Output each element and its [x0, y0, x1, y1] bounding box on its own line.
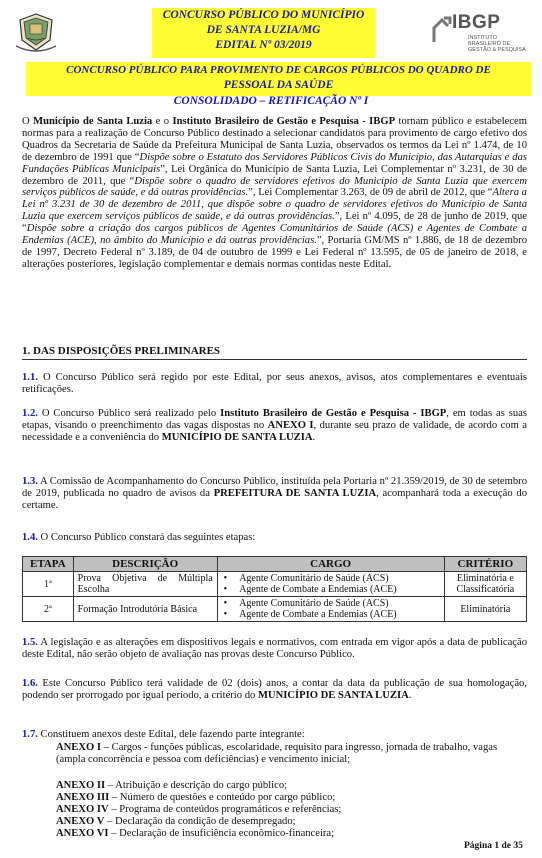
annex-item: ANEXO IV – Programa de conteúdos programáticos e referências;: [56, 804, 342, 815]
table-row: [23, 597, 527, 622]
cargo-cell: [217, 572, 444, 597]
cargo-cell: [217, 597, 444, 622]
annex-item: ANEXO III – Número de questões e conteúdo por cargo público;: [56, 792, 336, 803]
santa-luzia-crest-logo: [14, 10, 58, 54]
cargo-item: • Agente de Combate a Endemias (ACE): [222, 584, 440, 595]
title-line-1: CONCURSO PÚBLICO PARA PROVIMENTO DE CARGOS PÚBLICOS DO QUADRO DE: [66, 64, 491, 76]
item-1-1: 1.1. O Concurso Público será regido por este Edital, por seus anexos, avisos, atos complementares e eventuais retificações.: [22, 372, 527, 395]
criterio-cell: Eliminatória: [444, 597, 526, 622]
item-1-3: 1.3. A Comissão de Acompanhamento do Concurso Público, instituída pela Portaria nº 21.359/2019, de 30 de setembro de 2019, publicada no quadro de avisos da PREFEITURA DE SANTA LUZIA, acompanhará toda a execução do certame.: [22, 476, 527, 511]
annex-item: ANEXO I – Cargos - funções públicas, escolaridade, requisito para ingresso, jornada de trabalho, vagas (ampla concorrência e pessoa com deficiências) e vencimento inicial;: [56, 742, 498, 765]
section-divider: [22, 359, 527, 360]
table-header-cell: CRITÉRIO: [444, 557, 526, 572]
intro-paragraph: O Município de Santa Luzia e o Instituto Brasileiro de Gestão e Pesquisa - IBGP tornam público e estabelecem normas para a realização de Concurso Público destinado a selecionar candidatos para provimento de cargo efetivo dos Quadros da Secretaria de Saúde da Prefeitura Municipal de Santa Luzia, observados os termos da Lei nº 1.474, de 10 de dezembro de 1991 que “Dispõe sobre o Estatuto dos Servidores Públicos Civis do Município, das Autarquias e das Fundações Públicas Municipais”, Lei Orgânica do Município de Santa Luzia, Lei Complementar nº 3.231, de 30 de dezembro de 2011, que “Dispõe sobre o quadro de servidores efetivos do Município de Santa Luzia que exercem serviços públicos de saúde, e dá outras providências.”, Lei Complementar 3.263, de 09 de abril de 2012, que “Altera a Lei nº 3.231 de 30 de dezembro de 2011, que dispõe sobre o quadro de servidores efetivos do Município de Santa Luzia que exercem serviços públicos de saúde, e dá outras providências.”, Lei nº 4.095, de 28 de junho de 2019, que “Dispõe sobre a criação dos cargos públicos de Agentes Comunitários de Saúde (ACS) e Agentes de Combate a Endemias (ACE), no âmbito do Município e dá outras providências.”, Portaria GM/MS nº 1.886, de 18 de dezembro de 1997, Decreto Federal nº 3.189, de 04 de outubro de 1999 e Lei Federal nº 13.595, de 05 de janeiro de 2018, e alterações posteriores, legislação complementar e demais normas contidas neste Edital.: [22, 116, 527, 270]
annex-item: ANEXO II – Atribuição e descrição do cargo público;: [56, 780, 288, 791]
section-heading: 1. DAS DISPOSIÇÕES PRELIMINARES: [22, 345, 221, 357]
cargo-item: • Agente de Combate a Endemias (ACE): [222, 609, 440, 620]
table-header-cell: ETAPA: [23, 557, 74, 572]
title-line-3: CONSOLIDADO – RETIFICAÇÃO Nº I: [173, 95, 369, 107]
title-line-2: PESSOAL DA SAÚDE: [223, 79, 334, 91]
table-header-cell: CARGO: [217, 557, 444, 572]
stages-table: [22, 556, 527, 622]
cargo-item: • Agente Comunitário de Saúde (ACS): [222, 573, 440, 584]
descricao-cell: Formação Introdutória Básica: [73, 597, 217, 622]
descricao-cell: Prova Objetiva de Múltipla Escolha: [73, 572, 217, 597]
item-1-6: 1.6. Este Concurso Público terá validade de 02 (dois) anos, a contar da data da publicação de sua homologação, podendo ser prorrogado por igual período, a critério do MUNICÍPIO DE SANTA LUZIA.: [22, 678, 527, 701]
item-1-5: 1.5. A legislação e as alterações em dispositivos legais e normativos, com entrada em vigor após a data de publicação deste Edital, não serão objeto de avaliação nas provas deste Concurso Público.: [22, 637, 527, 660]
item-1-7: 1.7. Constituem anexos deste Edital, dele fazendo parte integrante:: [22, 729, 305, 740]
header-line-3: EDITAL Nº 03/2019: [215, 39, 312, 51]
etapa-cell: 1ª: [23, 572, 74, 597]
item-1-4: 1.4. O Concurso Público constará das seguintes etapas:: [22, 532, 256, 543]
page-number: Página 1 de 35: [464, 841, 523, 851]
header-line-1: CONCURSO PÚBLICO DO MUNICÍPIO: [162, 9, 365, 21]
ibgp-arrow-icon: [430, 14, 452, 46]
cargo-item: • Agente Comunitário de Saúde (ACS): [222, 598, 440, 609]
item-1-2: 1.2. O Concurso Público será realizado pelo Instituto Brasileiro de Gestão e Pesquisa - IBGP, em todas as suas etapas, visando o preenchimento das vagas dispostas no ANEXO I, durante seu prazo de validade, de acordo com a necessidade e a conveniência do MUNICÍPIO DE SANTA LUZIA.: [22, 408, 527, 443]
ibgp-logo: [430, 10, 530, 53]
ibgp-logo-subtitle: INSTITUTO BRASILEIRO DE GESTÃO & PESQUISA: [468, 35, 526, 53]
header-line-2: DE SANTA LUZIA/MG: [206, 24, 321, 36]
annex-item: ANEXO V – Declaração da condição de desempregado;: [56, 816, 296, 827]
etapa-cell: 2ª: [23, 597, 74, 622]
table-header-cell: DESCRIÇÃO: [73, 557, 217, 572]
criterio-cell: Eliminatória e Classificatória: [444, 572, 526, 597]
ibgp-logo-text: IBGP: [452, 12, 501, 33]
table-header-row: [23, 557, 527, 572]
annex-item: ANEXO VI – Declaração de insuficiência econômico-financeira;: [56, 828, 335, 839]
table-row: [23, 572, 527, 597]
